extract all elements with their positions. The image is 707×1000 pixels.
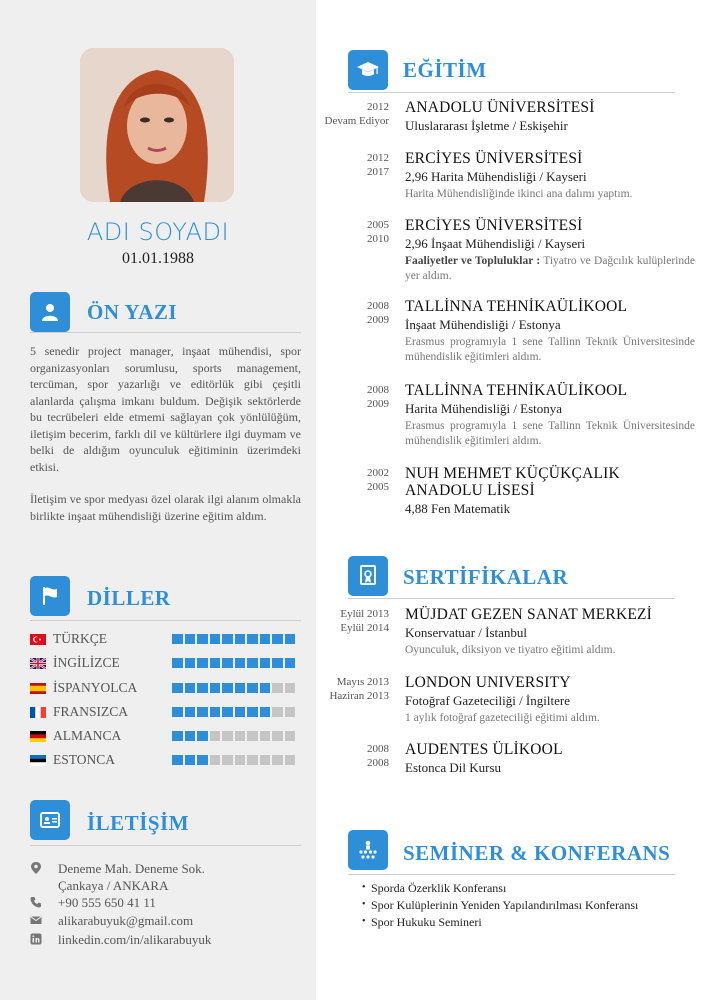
id-card-icon bbox=[30, 800, 70, 840]
language-row bbox=[30, 729, 300, 743]
sidebar bbox=[0, 0, 316, 1000]
description-label: Faaliyetler ve Topluluklar : bbox=[405, 255, 541, 267]
uk-flag-icon bbox=[30, 658, 46, 669]
level-segment bbox=[185, 658, 196, 668]
level-segment bbox=[272, 731, 283, 741]
level-segment bbox=[197, 755, 208, 765]
level-segment bbox=[235, 658, 246, 668]
entry-description bbox=[405, 335, 695, 364]
divider bbox=[348, 874, 675, 875]
level-segment bbox=[185, 707, 196, 717]
entry-title: ERCİYES ÜNİVERSİTESİ bbox=[405, 150, 583, 167]
entry-dates bbox=[316, 101, 389, 128]
language-name: ESTONCA bbox=[53, 752, 116, 767]
entry-subtitle: 2,96 İnşaat Mühendisliği / Kayseri bbox=[405, 236, 586, 251]
level-segment bbox=[260, 658, 271, 668]
description-text: Erasmus programıyla 1 sene Tallinn Teknik Üniversitesinde mühendislik eğitimleri aldım. bbox=[405, 420, 695, 447]
entry-title: ERCİYES ÜNİVERSİTESİ bbox=[405, 217, 583, 234]
level-segment bbox=[272, 634, 283, 644]
description-text: Oyunculuk, diksiyon ve tiyatro eğitimi aldım. bbox=[405, 644, 616, 656]
entry-description bbox=[405, 419, 695, 448]
language-level-bar bbox=[172, 755, 295, 765]
language-level-bar bbox=[172, 658, 295, 668]
start-date: 2008 bbox=[367, 300, 389, 312]
entry-body bbox=[405, 217, 695, 283]
entry-body bbox=[405, 741, 695, 776]
start-date: Mayıs 2013 bbox=[336, 676, 389, 688]
about-paragraph: İletişim ve spor medyası özel olarak ilgi alanım olmakla birlikte inşaat mühendisliği üzerine eğitim aldım. bbox=[30, 492, 301, 523]
level-segment bbox=[222, 731, 233, 741]
level-segment bbox=[172, 683, 183, 693]
level-segment bbox=[222, 683, 233, 693]
end-date: 2009 bbox=[367, 313, 389, 326]
start-date: Eylül 2013 bbox=[340, 608, 389, 620]
about-text bbox=[30, 343, 301, 524]
level-segment bbox=[172, 634, 183, 644]
entry-body bbox=[405, 382, 695, 448]
linkedin-link[interactable]: linkedin.com/in/alikarabuyuk bbox=[58, 932, 212, 947]
audience-icon bbox=[348, 830, 388, 870]
divider bbox=[30, 845, 301, 846]
end-date: 2005 bbox=[367, 480, 389, 493]
level-segment bbox=[260, 707, 271, 717]
language-row bbox=[30, 705, 300, 719]
end-date: Devam Ediyor bbox=[324, 114, 389, 127]
linkedin-icon bbox=[30, 931, 58, 945]
level-segment bbox=[285, 658, 296, 668]
level-segment bbox=[235, 634, 246, 644]
entry-body bbox=[405, 674, 695, 726]
entry-subtitle: 2,96 Harita Mühendisliği / Kayseri bbox=[405, 169, 587, 184]
entry-subtitle: Harita Mühendisliği / Estonya bbox=[405, 401, 563, 416]
entry-description bbox=[405, 711, 695, 726]
entry-dates bbox=[316, 676, 389, 703]
fr-flag-icon bbox=[30, 707, 46, 718]
entry-title: AUDENTES ÜLİKOOL bbox=[405, 741, 563, 758]
entry-title: NUH MEHMET KÜÇÜKÇALIK ANADOLU LİSESİ bbox=[405, 465, 620, 499]
level-segment bbox=[260, 731, 271, 741]
entry-subtitle: Fotoğraf Gazeteciliği / İngiltere bbox=[405, 693, 570, 708]
level-segment bbox=[247, 683, 258, 693]
divider bbox=[348, 92, 675, 93]
level-segment bbox=[210, 683, 221, 693]
entry-subtitle: 4,88 Fen Matematik bbox=[405, 501, 511, 516]
location-pin-icon bbox=[30, 860, 58, 874]
level-segment bbox=[285, 634, 296, 644]
end-date: Eylül 2014 bbox=[340, 621, 389, 634]
language-level-bar bbox=[172, 707, 295, 717]
level-segment bbox=[247, 658, 258, 668]
person-icon bbox=[30, 292, 70, 332]
language-name: İNGİLİZCE bbox=[53, 655, 120, 670]
languages-heading: DİLLER bbox=[87, 586, 171, 610]
end-date: Haziran 2013 bbox=[329, 689, 389, 702]
phone-text[interactable]: +90 555 650 41 11 bbox=[58, 895, 156, 910]
entry-body bbox=[405, 99, 695, 134]
description-text: Harita Mühendisliğinde ikinci ana dalımı yaptım. bbox=[405, 188, 633, 200]
entry-title: TALLİNNA TEHNİKAÜLİKOOL bbox=[405, 382, 628, 399]
level-segment bbox=[197, 707, 208, 717]
contact-email bbox=[30, 912, 305, 929]
language-row bbox=[30, 656, 300, 670]
entry-subtitle: Uluslararası İşletme / Eskişehir bbox=[405, 118, 568, 133]
entry-description bbox=[405, 187, 695, 202]
divider bbox=[30, 620, 301, 621]
seminar-list bbox=[362, 880, 702, 931]
level-segment bbox=[260, 755, 271, 765]
level-segment bbox=[197, 683, 208, 693]
language-level-bar bbox=[172, 683, 295, 693]
level-segment bbox=[210, 634, 221, 644]
divider bbox=[30, 332, 301, 333]
entry-dates bbox=[316, 152, 389, 179]
entry-subtitle: Estonca Dil Kursu bbox=[405, 760, 502, 775]
start-date: 2012 bbox=[367, 101, 389, 113]
list-item: • Spor Hukuku Semineri bbox=[362, 914, 702, 931]
end-date: 2010 bbox=[367, 232, 389, 245]
level-segment bbox=[210, 658, 221, 668]
description-text: Tiyatro ve Dağcılık kulüplerinde yer aldım. bbox=[405, 255, 695, 282]
language-row bbox=[30, 753, 300, 767]
level-segment bbox=[272, 707, 283, 717]
entry-dates bbox=[316, 219, 389, 246]
level-segment bbox=[210, 707, 221, 717]
entry-dates bbox=[316, 467, 389, 494]
level-segment bbox=[222, 634, 233, 644]
level-segment bbox=[285, 731, 296, 741]
email-link[interactable]: alikarabuyuk@gmail.com bbox=[58, 913, 194, 928]
entry-subtitle: Konservatuar / İstanbul bbox=[405, 625, 528, 640]
level-segment bbox=[247, 634, 258, 644]
date-of-birth: 01.01.1988 bbox=[122, 250, 194, 267]
ee-flag-icon bbox=[30, 755, 46, 766]
language-level-bar bbox=[172, 731, 295, 741]
language-name: ALMANCA bbox=[53, 728, 122, 743]
level-segment bbox=[260, 634, 271, 644]
graduation-cap-icon bbox=[348, 50, 388, 90]
level-segment bbox=[172, 707, 183, 717]
entry-dates bbox=[316, 300, 389, 327]
mail-icon bbox=[30, 912, 58, 926]
entry-body bbox=[405, 298, 695, 364]
start-date: 2008 bbox=[367, 743, 389, 755]
phone-icon bbox=[30, 894, 58, 908]
level-segment bbox=[197, 658, 208, 668]
start-date: 2002 bbox=[367, 467, 389, 479]
level-segment bbox=[185, 731, 196, 741]
entry-title: LONDON UNIVERSITY bbox=[405, 674, 571, 691]
level-segment bbox=[185, 634, 196, 644]
level-segment bbox=[222, 755, 233, 765]
entry-body bbox=[405, 606, 695, 658]
contact-linkedin bbox=[30, 931, 305, 948]
start-date: 2005 bbox=[367, 219, 389, 231]
flag-icon bbox=[30, 576, 70, 616]
seminars-heading: SEMİNER & KONFERANS bbox=[403, 841, 671, 865]
language-name: FRANSIZCA bbox=[53, 704, 129, 719]
end-date: 2008 bbox=[367, 756, 389, 769]
level-segment bbox=[272, 755, 283, 765]
entry-title: ANADOLU ÜNİVERSİTESİ bbox=[405, 99, 595, 116]
level-segment bbox=[247, 731, 258, 741]
certificate-icon bbox=[348, 556, 388, 596]
about-heading: ÖN YAZI bbox=[87, 300, 178, 324]
level-segment bbox=[272, 658, 283, 668]
language-level-bar bbox=[172, 634, 295, 644]
profile-photo bbox=[80, 48, 234, 202]
address-text: Deneme Mah. Deneme Sok. Çankaya / ANKARA bbox=[58, 861, 205, 893]
entry-description bbox=[405, 254, 695, 283]
level-segment bbox=[235, 707, 246, 717]
level-segment bbox=[285, 683, 296, 693]
level-segment bbox=[172, 658, 183, 668]
level-segment bbox=[247, 755, 258, 765]
start-date: 2012 bbox=[367, 152, 389, 164]
level-segment bbox=[197, 731, 208, 741]
level-segment bbox=[285, 755, 296, 765]
certificates-heading: SERTİFİKALAR bbox=[403, 565, 569, 589]
full-name: ADI SOYADI bbox=[86, 218, 230, 246]
contact-address bbox=[30, 860, 305, 894]
list-item: • Spor Kulüplerinin Yeniden Yapılandırılması Konferansı bbox=[362, 897, 702, 914]
language-name: İSPANYOLCA bbox=[53, 680, 138, 695]
language-row bbox=[30, 681, 300, 695]
level-segment bbox=[272, 683, 283, 693]
level-segment bbox=[222, 707, 233, 717]
end-date: 2009 bbox=[367, 397, 389, 410]
level-segment bbox=[185, 683, 196, 693]
es-flag-icon bbox=[30, 683, 46, 694]
entry-body bbox=[405, 150, 695, 202]
level-segment bbox=[197, 634, 208, 644]
level-segment bbox=[210, 731, 221, 741]
level-segment bbox=[247, 707, 258, 717]
list-item: • Sporda Özerklik Konferansı bbox=[362, 880, 702, 897]
level-segment bbox=[172, 731, 183, 741]
description-text: Erasmus programıyla 1 sene Tallinn Teknik Üniversitesinde mühendislik eğitimleri aldım. bbox=[405, 336, 695, 363]
entry-title: TALLİNNA TEHNİKAÜLİKOOL bbox=[405, 298, 628, 315]
entry-title: MÜJDAT GEZEN SANAT MERKEZİ bbox=[405, 606, 653, 623]
level-segment bbox=[285, 707, 296, 717]
level-segment bbox=[222, 658, 233, 668]
level-segment bbox=[172, 755, 183, 765]
divider bbox=[348, 598, 675, 599]
entry-description bbox=[405, 643, 695, 658]
entry-body bbox=[405, 465, 695, 517]
level-segment bbox=[185, 755, 196, 765]
level-segment bbox=[235, 683, 246, 693]
entry-subtitle: İnşaat Mühendisliği / Estonya bbox=[405, 317, 561, 332]
contact-heading: İLETİŞİM bbox=[87, 811, 190, 835]
level-segment bbox=[260, 683, 271, 693]
education-heading: EĞİTİM bbox=[403, 58, 487, 82]
level-segment bbox=[210, 755, 221, 765]
entry-dates bbox=[316, 384, 389, 411]
entry-dates bbox=[316, 743, 389, 770]
description-text: 1 aylık fotoğraf gazeteciliği eğitimi aldım. bbox=[405, 712, 600, 724]
start-date: 2008 bbox=[367, 384, 389, 396]
level-segment bbox=[235, 731, 246, 741]
de-flag-icon bbox=[30, 731, 46, 742]
level-segment bbox=[235, 755, 246, 765]
entry-dates bbox=[316, 608, 389, 635]
language-row bbox=[30, 632, 300, 646]
language-name: TÜRKÇE bbox=[53, 631, 107, 646]
contact-phone bbox=[30, 894, 305, 911]
tr-flag-icon bbox=[30, 634, 46, 645]
end-date: 2017 bbox=[367, 165, 389, 178]
about-paragraph: 5 senedir project manager, inşaat mühendisi, spor organizasyonları sorumlusu, sports management, tercüman, spor yazarlığı ve editörlük gibi çeşitli alanlarda çalışma imkanı buldum. Değişik sektörlerde bu tecrübeleri elde etmemi sağlayan çok yönlülüğüm, iletişim becerim, farklı dil ve kültürlere ilgi duymam ve belki de aldığım oyunculuk eğitiminin üzerimdeki etkisi. bbox=[30, 344, 301, 474]
